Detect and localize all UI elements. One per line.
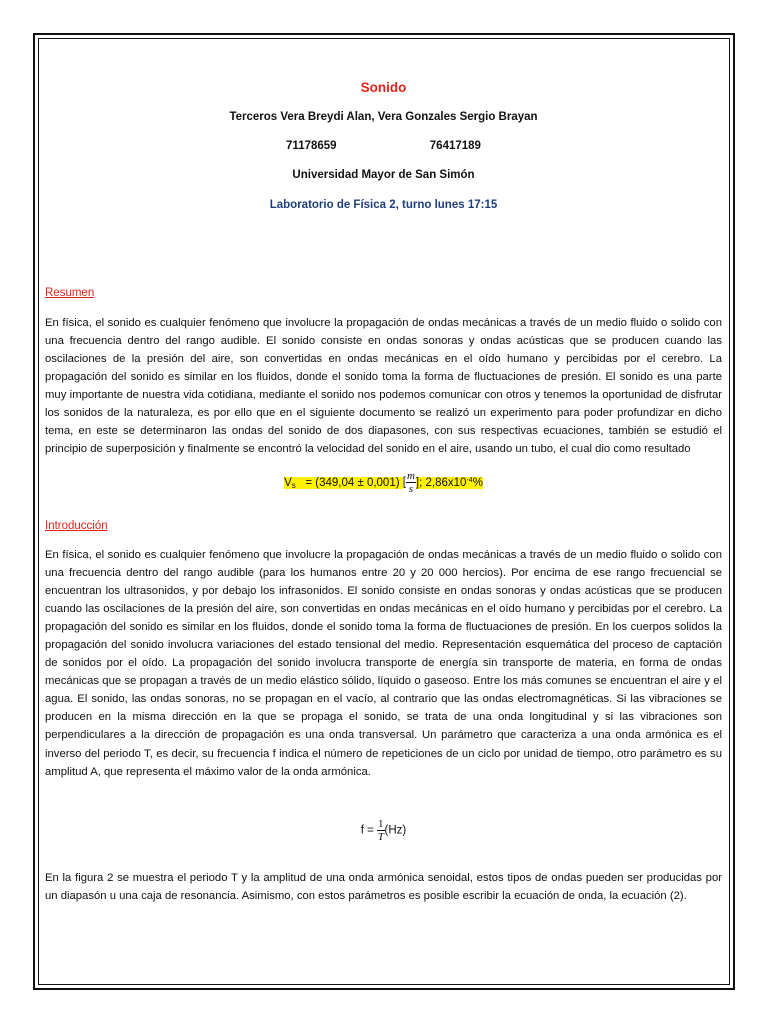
equation-lhs: f =: [360, 824, 374, 837]
velocity-value: = (349,04 ± 0,001): [305, 476, 400, 489]
section-heading-resumen: Resumen: [45, 287, 95, 299]
velocity-symbol: V: [284, 476, 292, 489]
university: Universidad Mayor de San Simón: [292, 169, 475, 181]
error-prefix: ; 2,86x10: [419, 476, 467, 489]
result-error-highlight: ]; $2,86x10^{-4}\%$: [415, 476, 483, 489]
unit-numerator: m: [406, 470, 415, 482]
velocity-unit-fraction: [406, 470, 416, 495]
equation-unit: (Hz): [384, 824, 407, 837]
authors: Terceros Vera Breydi Alan, Vera Gonzales Sergio Brayan: [229, 111, 538, 123]
student-ids: [45, 140, 722, 152]
section-heading-introduccion: Introducción: [45, 520, 108, 532]
result-equation: [45, 470, 722, 495]
equation-fraction: [377, 818, 385, 843]
introduccion-paragraph-2: En la figura 2 se muestra el periodo T y la amplitud de una onda armónica senoidal, estos tipos de ondas pueden ser producidas por un diapasón u una caja de resonancia. Asimismo, con estos parámetros es posible escribir la ecuación de onda, la ecuación (2).: [45, 872, 722, 903]
student-id-2: 76417189: [429, 140, 481, 152]
velocity-subscript: s: [291, 480, 296, 490]
document-title: Sonido: [360, 80, 407, 95]
student-id-1: 71178659: [286, 140, 337, 152]
error-suffix: %: [472, 476, 483, 489]
lab-info: Laboratorio de Física 2, turno lunes 17:15: [269, 199, 498, 211]
frequency-equation: [45, 818, 722, 843]
resumen-paragraph: En física, el sonido es cualquier fenómeno que involucre la propagación de ondas mecánicas a través de un medio fluido o solido con una frecuencia dentro del rango audible. El sonido consiste en ondas sonoras y ondas acústicas que se producen cuando las oscilaciones de la presión del aire, son convertidas en ondas mecánicas en el oído humano y percibidas por el cerebro. La propagación del sonido es similar en los fluidos, donde el sonido toma la forma de fluctuaciones de presión. El sonido es una parte muy importante de nuestra vida cotidiana, mediante el sonido nos podemos comunicar con otros y tenemos la oportunidad de disfrutar los sonidos de la naturaleza, es por ello que en el siguiente documento se realizó un experimento para poder profundizar en dicho tema, en este se determinaron las ondas del sonido de dos diapasones, con sus respectivas ecuaciones, también se estudió el principio de superposición y finalmente se encontró la velocidad del sonido en el aire, usando un tubo, el cual dio como resultado: [45, 317, 722, 456]
unit-bracket: [: [402, 476, 406, 489]
unit-denominator: s: [408, 483, 414, 495]
fraction-denominator: T: [377, 831, 384, 843]
result-highlight: [284, 477, 403, 489]
error-exponent: -4: [466, 476, 473, 484]
introduccion-paragraph: En física, el sonido es cualquier fenómeno que involucre la propagación de ondas mecánicas a través de un medio fluido o solido con una frecuencia dentro del rango audible (para los humanos entre 20 y 20 000 hercios). Por encima de ese rango frecuencial se encuentran los ultrasonidos, y por debajo los infrasonidos. El sonido consiste en ondas sonoras y ondas acústicas que se producen cuando las oscilaciones de la presión del aire, son convertidas en ondas mecánicas en el oído humano y percibidas por el cerebro. La propagación del sonido es similar en los fluidos, donde el sonido toma la forma de fluctuaciones de presión. En los cuerpos solidos la propagación del sonido involucra variaciones del estado tensional del medio. Representación esquemática del proceso de captación de sonidos por el oído. La propagación del sonido involucra transporte de energía sin transporte de materia, en forma de ondas mecánicas que se propagan a través de un medio elástico sólido, líquido o gaseoso. Entre los más comunes se encuentran el aire y el agua. El sonido, las ondas sonoras, no se propagan en el vacío, al contrario que las ondas electromagnéticas. Si las vibraciones se producen en la misma dirección en la que se propaga el sonido, se trata de una onda longitudinal y si las vibraciones son perpendiculares a la dirección de propagación es una onda transversal. Un parámetro que caracteriza a una onda armónica es el inverso del periodo T, es decir, su frecuencia f indica el número de repeticiones de un ciclo por unidad de tiempo, otro parámetro es su amplitud A, que representa el máximo valor de la onda armónica.: [45, 549, 722, 778]
fraction-numerator: 1: [378, 818, 384, 830]
